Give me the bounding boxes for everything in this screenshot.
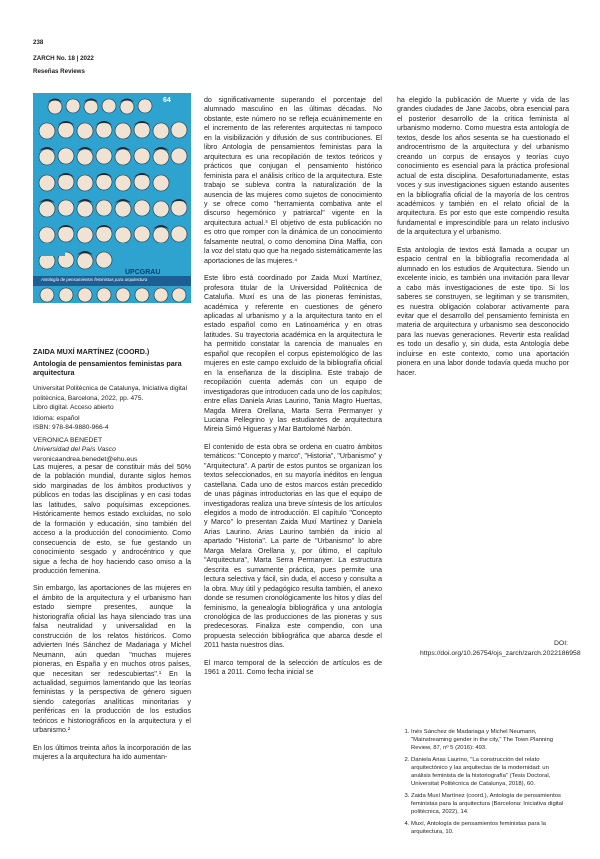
section-label: Reseñas Reviews xyxy=(33,68,85,75)
footnote: 3. Zaida Muxí Martínez (coord.), Antología de pensamientos feministas para la arquitectura (Barcelona: Iniciativa digital politècnica, 2022), 14. xyxy=(411,792,569,816)
paragraph: En los últimos treinta años la incorporación de las mujeres a la arquitectura ha ido aumentan- xyxy=(33,744,191,762)
book-author: ZAIDA MUXÍ MARTÍNEZ (COORD.) xyxy=(33,347,150,356)
column-3 xyxy=(397,96,569,386)
footnote: 1. Inés Sánchez de Madariaga y Michel Neumann, "Mainstreaming gender in the city," The Town Planning Review, 87, nº 5 (2016): 493. xyxy=(411,728,569,752)
paragraph: El contenido de esta obra se ordena en cuatro ámbitos temáticos: "Concepto y marco", "Historia", "Urbanismo" y "Arquitectura". A partir de estos puntos se organizan los textos seleccionados, en su mayoría inéditos en lengua castellana. Cada uno de estos marcos están precedido de unas páginas introductorias en las que el equipo de investigadoras realiza una breve síntesis de los artículos elegidos a modo de introducción. El capítulo "Concepto y Marco" lo presentan Zaida Muxí Martínez y Daniela Arias Laurino. Arias Laurino también da inicio al apartado "Historia". La parte de "Urbanismo" lo abre Marga Melara Orellana y, por último, el capítulo "Arquitectura", Marta Serra Permanyer. La estructura descrita es sumamente práctica, pues permite una lectura selectiva y fácil, sin duda, el acceso y consulta a la obra. Muy útil y pedagógico resulta también, el anexo donde se resumen cronológicamente los hitos y días del feminismo, la genealogía bibliográfica y una antología cronológica de las producciones de las pioneras y sus predecesoras. Finaliza este compendio, con una propuesta selección bibliográfica que abarca desde el 2011 hasta nuestros días. xyxy=(204,443,382,650)
book-details xyxy=(33,384,191,433)
column-2 xyxy=(204,96,382,686)
language-line: Idioma: español xyxy=(33,414,80,422)
paragraph: El marco temporal de la selección de artículos es de 1961 a 2011. Como fecha inicial se xyxy=(204,659,382,677)
column-1 xyxy=(33,463,191,771)
book-cover xyxy=(33,93,191,303)
portraits-grid-image xyxy=(33,93,191,303)
paragraph: Las mujeres, a pesar de constituir más del 50% de la población mundial, durante siglos hemos sido marginadas de los ámbitos productivos y públicos en todas las disciplinas y en casi todas las latitudes, salvo poquísimas excepciones. Históricamente hemos estado excluidas, no solo de la formación y educación, sino también del acceso a la producción del conocimiento. Como consecuencia de esto, se fue gestando un conocimiento sesgado y androcéntrico y que sigue a fecha de hoy haciendo caso omiso a la producción femenina. xyxy=(33,464,191,575)
cover-band-title: Antología de pensamientos feministas para arquitectura xyxy=(41,277,148,282)
reviewer-name: VERONICA BENEDET xyxy=(33,437,103,444)
publisher-line: Universitat Politècnica de Catalunya, Iniciativa digital politècnica, Barcelona, 2022, pp. 475. xyxy=(33,385,187,402)
paragraph: Este libro está coordinado por Zaida Muxí Martínez, profesora titular de la Universidad Politècnica de Cataluña. Muxí es una de las pioneras feministas, académica y referente en cuestiones de género aplicadas al urbanismo y a la arquitectura tanto en el estado español como en Latinoamérica y en otras latitudes. Su trayectoria académica en la arquitectura le ha permitido constatar la carencia de manuales en español que recopilen el corpus epistemológico de las mujeres en este campo excluido de la bibliografía oficial en la enseñanza de la disciplina. Este trabajo de recopilación cuenta además con un equipo de investigadoras que introducen cada uno de los capítulos; entre ellas Daniela Arias Laurino, Tania Magro Huertas, Magda Mirera Orellana, Marta Serra Permanyer y Luciana Pellegrino y las estudiantes de arquitectura Mireia Simó Higueras y Mar Bartolomé Narbón. xyxy=(204,275,382,434)
reviewer-email[interactable]: veronicaandrea.benedet@ehu.eus xyxy=(33,455,138,463)
journal-issue: ZARCH No. 18 | 2022 xyxy=(33,55,94,62)
reviewer-block xyxy=(33,436,191,464)
format-line: Libro digital. Acceso abierto xyxy=(33,404,114,411)
publisher-logo: UPCGRAU xyxy=(125,269,161,276)
cover-title-band xyxy=(33,276,191,286)
paragraph: Esta antología de textos está llamada a ocupar un espacio central en la bibliografía recomendada al alumnado en los estudios de Arquitectura. Siendo un excelente inicio, es también una invitación para llevar a cabo más investigaciones de este tipo. Si los saberes se construyen, se legitiman y se transmiten, es nuestra obligación colaborar activamente para evitar que el desarrollo del pensamiento feminista en materia de arquitectura y urbanismo sea desconocido para las nuevas generaciones. Revertir esta realidad es todo un desafío y, sin duda, esta Antología debe incluirse en este contexto, como una aportación pionera en una labor donde todavía queda mucho por hacer. xyxy=(397,246,569,377)
footnote: 2. Daniela Arias Laurino, "La construcción del relato arquitectónico y las arquitectas de la modernidad: un análisis feminista de la historiografía" (Tesis Doctoral, Universitat Politècnica de Catalunya, 2018), 60. xyxy=(411,756,569,788)
footnotes xyxy=(397,728,569,840)
page-number: 238 xyxy=(33,39,44,46)
doi-link[interactable]: DOI: https://doi.org/10.26754/ojs_zarch/zarch.2022186958 xyxy=(420,640,581,657)
isbn-line: ISBN: 978-84-9880-966-4 xyxy=(33,424,109,431)
paragraph: Sin embargo, las aportaciones de las mujeres en el ámbito de la arquitectura y el urbanismo han estado siempre presentes, aunque la historiografía oficial las haya silenciado tras una falsa neutralidad y universalidad en la construcción de los relatos históricos. Como advierten Inés Sánchez de Madariaga y Michel Neumann, aún quedan "muchas mujeres pioneras, en España y en muchos otros países, que necesitan ser redescubiertas".¹ En la actualidad, seguimos lamentando que las teorías feministas y la perspectiva de género siguen siendo categorías analíticas minoritarias y periféricas en la producción de los estudios teóricos e historiográficos en la arquitectura y el urbanismo.² xyxy=(33,585,191,735)
reviewer-affiliation: Universidad del País Vasco xyxy=(33,446,116,454)
footnote: 4. Muxí, Antología de pensamientos feministas para la arquitectura, 10. xyxy=(411,820,569,836)
paragraph: do significativamente superando el porcentaje del alumnado masculino en las últimas décadas. No obstante, este número no se refleja ecuánimemente en el incremento de las referentes arquitectas ni tampoco en la visibilización y difusión de sus contribuciones. El libro Antología de pensamientos feministas para la arquitectura es una recopilación de textos teóricos y prácticos que conjugan el pensamiento histórico feminista para el análisis crítico de la arquitectura. Este trabajo se subleva contra la naturalización de la ausencia de las mujeres como sujetos de conocimiento y se ofrece como "herramienta combativa ante el discurso hegemónico y patriarcal" vigente en la arquitectura actual.³ El objetivo de esta publicación no es otro que romper con la dinámica de un conocimiento falsamente neutral, o como denomina Dina Maffia, con la voz del statu quo que ha negado sistemáticamente las aportaciones de las mujeres.⁴ xyxy=(204,97,382,265)
paragraph: ha elegido la publicación de Muerte y vida de las grandes ciudades de Jane Jacobs, obra esencial para el posterior desarrollo de la crítica feminista al urbanismo moderno. Como muestra esta antología de textos, desde los años sesenta se ha cuestionado el androcentrismo de la arquitectura y del urbanismo creando un corpus de ensayos y teorías cuyo conocimiento es esencial para la práctica profesional actual de esta disciplina. Desafortunadamente, estas voces y sus investigaciones siguen estando ausentes en la bibliografía oficial de la mayoría de los centros académicos y también en el relato oficial de la arquitectura. Es por esto que este compendio resulta fundamental e imprescindible para un relato inclusivo de la arquitectura y el urbanismo. xyxy=(397,97,569,237)
series-number: 64 xyxy=(163,97,171,104)
book-title: Antología de pensamientos feministas para arquitectura xyxy=(33,359,182,378)
